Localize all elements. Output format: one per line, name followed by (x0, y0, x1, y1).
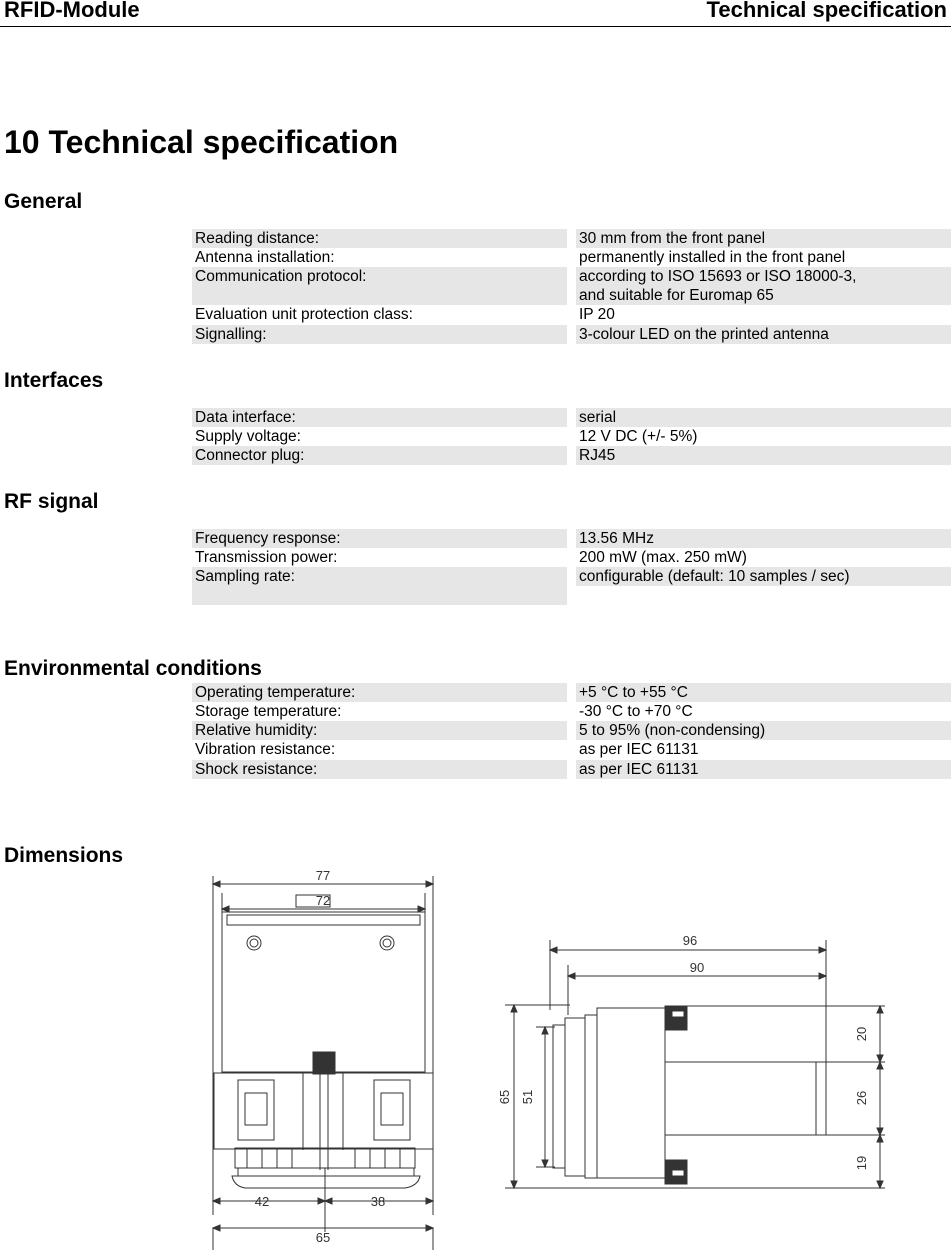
dim-label-65-front: 65 (315, 1230, 331, 1245)
spec-label: Communication protocol: (192, 267, 567, 305)
spec-label: Relative humidity: (192, 721, 567, 740)
spec-label: Sampling rate: (192, 567, 567, 605)
spec-label: Shock resistance: (192, 760, 567, 779)
spec-label: Evaluation unit protection class: (195, 306, 413, 323)
spec-value: serial (576, 408, 951, 427)
spec-label: Vibration resistance: (195, 741, 336, 758)
side-view-drawing (505, 940, 885, 1188)
header-module-name: RFID-Module (4, 0, 140, 22)
spec-label: Supply voltage: (195, 428, 301, 445)
spec-value-line: according to ISO 15693 or ISO 18000-3, (579, 268, 857, 285)
spec-value: 200 mW (max. 250 mW) (579, 549, 747, 566)
dim-label-19: 19 (854, 1155, 869, 1171)
spec-value: IP 20 (579, 306, 615, 323)
spec-label: Transmission power: (195, 549, 338, 566)
spec-value: 13.56 MHz (576, 529, 951, 548)
section-heading-interfaces: Interfaces (4, 369, 104, 392)
dim-label-90: 90 (689, 960, 705, 975)
section-heading-dimensions: Dimensions (4, 844, 124, 867)
spec-label: Frequency response: (192, 529, 567, 548)
spec-value: 12 V DC (+/- 5%) (579, 428, 698, 445)
dim-label-42: 42 (254, 1194, 270, 1209)
page-title: 10 Technical specification (4, 124, 399, 160)
dim-label-20: 20 (854, 1026, 869, 1042)
spec-value: as per IEC 61131 (576, 760, 951, 779)
section-heading-rf-signal: RF signal (4, 490, 99, 513)
spec-value: configurable (default: 10 samples / sec) (576, 567, 951, 586)
spec-label: Connector plug: (192, 446, 567, 465)
section-heading-general: General (4, 190, 83, 213)
spec-value: -30 °C to +70 °C (579, 703, 693, 720)
spec-value: +5 °C to +55 °C (576, 683, 951, 702)
spec-label: Storage temperature: (195, 703, 342, 720)
dim-label-26: 26 (854, 1090, 869, 1106)
spec-label: Data interface: (192, 408, 567, 427)
spec-value: as per IEC 61131 (579, 741, 699, 758)
dim-label-72: 72 (315, 893, 331, 908)
spec-label: Operating temperature: (192, 683, 567, 702)
dim-label-96: 96 (682, 933, 698, 948)
section-heading-environmental: Environmental conditions (4, 657, 262, 680)
spec-value: permanently installed in the front panel (579, 249, 846, 266)
header-section-name: Technical specification (706, 0, 947, 22)
spec-label: Signalling: (192, 325, 567, 344)
dim-label-51: 51 (520, 1089, 535, 1105)
spec-value-line: and suitable for Euromap 65 (579, 287, 774, 304)
front-view-drawing (213, 876, 433, 1250)
spec-label: Antenna installation: (195, 249, 335, 266)
dim-label-65-side: 65 (497, 1089, 512, 1105)
dim-label-38: 38 (370, 1194, 386, 1209)
dim-label-77: 77 (315, 868, 331, 883)
spec-value: RJ45 (576, 446, 951, 465)
spec-value: 3-colour LED on the printed antenna (576, 325, 951, 344)
spec-value: 5 to 95% (non-condensing) (576, 721, 951, 740)
spec-label: Reading distance: (192, 229, 567, 248)
spec-value: 30 mm from the front panel (576, 229, 951, 248)
